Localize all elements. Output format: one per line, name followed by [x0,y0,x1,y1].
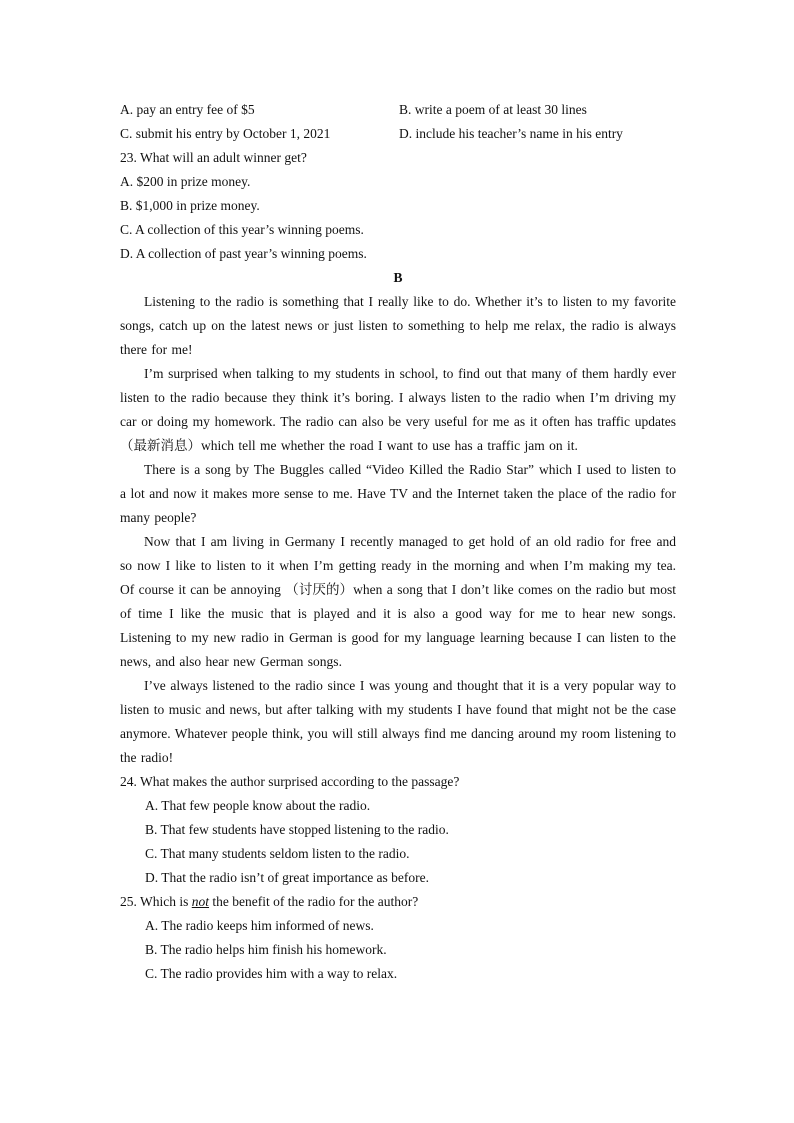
q23-option-d: D. A collection of past year’s winning poems. [120,246,367,261]
q23-stem: 23. What will an adult winner get? [120,150,307,165]
q25-stem-suffix: the benefit of the radio for the author? [209,894,419,909]
q23-option-c: C. A collection of this year’s winning poems. [120,222,364,237]
q25-stem-prefix: 25. Which is [120,894,192,909]
q25-option-a: A. The radio keeps him informed of news. [145,918,374,933]
q25-stem [120,890,676,914]
q22-option-row-1 [120,98,676,122]
q22-option-d: D. include his teacher’s name in his entry [399,126,623,141]
passage-paragraph-5: I’ve always listened to the radio since I was young and thought that it is a very popular way to listen to music and news, but after talking with my students I have found that might not be the case anymore. Whatever people think, you will still always find me dancing around my room listening to the radio! [120,678,676,765]
passage-paragraph-1: Listening to the radio is something that I really like to do. Whether it’s to listen to my favorite songs, catch up on the latest news or just listen to something to help me relax, the radio is always there for me! [120,294,676,357]
q25-option-b: B. The radio helps him finish his homework. [145,942,387,957]
passage-paragraph-3: There is a song by The Buggles called “Video Killed the Radio Star” which I used to listen to a lot and now it makes more sense to me. Have TV and the Internet taken the place of the radio for many people? [120,462,676,525]
q23-option-b: B. $1,000 in prize money. [120,198,260,213]
q22-option-b: B. write a poem of at least 30 lines [399,102,587,117]
q24-option-b: B. That few students have stopped listening to the radio. [145,822,449,837]
q24-option-a: A. That few people know about the radio. [145,798,371,813]
section-b-title: B [393,270,403,285]
passage-paragraph-4: Now that I am living in Germany I recently managed to get hold of an old radio for free and so now I like to listen to it when I’m getting ready in the morning and when I’m making my tea. Of course it can be annoying （讨厌的）when a song that I don’t like comes on the radio but most of time I like the music that is played and it is also a good way for me to hear new songs. Listening to my new radio in German is good for my language learning because I can listen to the news, and also hear new German songs. [120,534,676,669]
exam-page [120,98,676,986]
q24-stem: 24. What makes the author surprised according to the passage? [120,774,460,789]
q22-option-a: A. pay an entry fee of $5 [120,102,255,117]
passage-paragraph-2: I’m surprised when talking to my students in school, to find out that many of them hardly ever listen to the radio because they think it’s boring. I always listen to the radio when I’m driving my car or doing my homework. The radio can also be very useful for me as it often has traffic updates（最新消息）which tell me whether the road I want to use has a traffic jam on it. [120,366,676,453]
q23-option-a: A. $200 in prize money. [120,174,251,189]
q24-option-d: D. That the radio isn’t of great importance as before. [145,870,430,885]
q25-stem-emphasis: not [191,894,210,909]
q25-option-c: C. The radio provides him with a way to relax. [145,966,398,981]
q22-option-row-2 [120,122,676,146]
q24-option-c: C. That many students seldom listen to the radio. [145,846,410,861]
q22-option-c: C. submit his entry by October 1, 2021 [120,126,331,141]
